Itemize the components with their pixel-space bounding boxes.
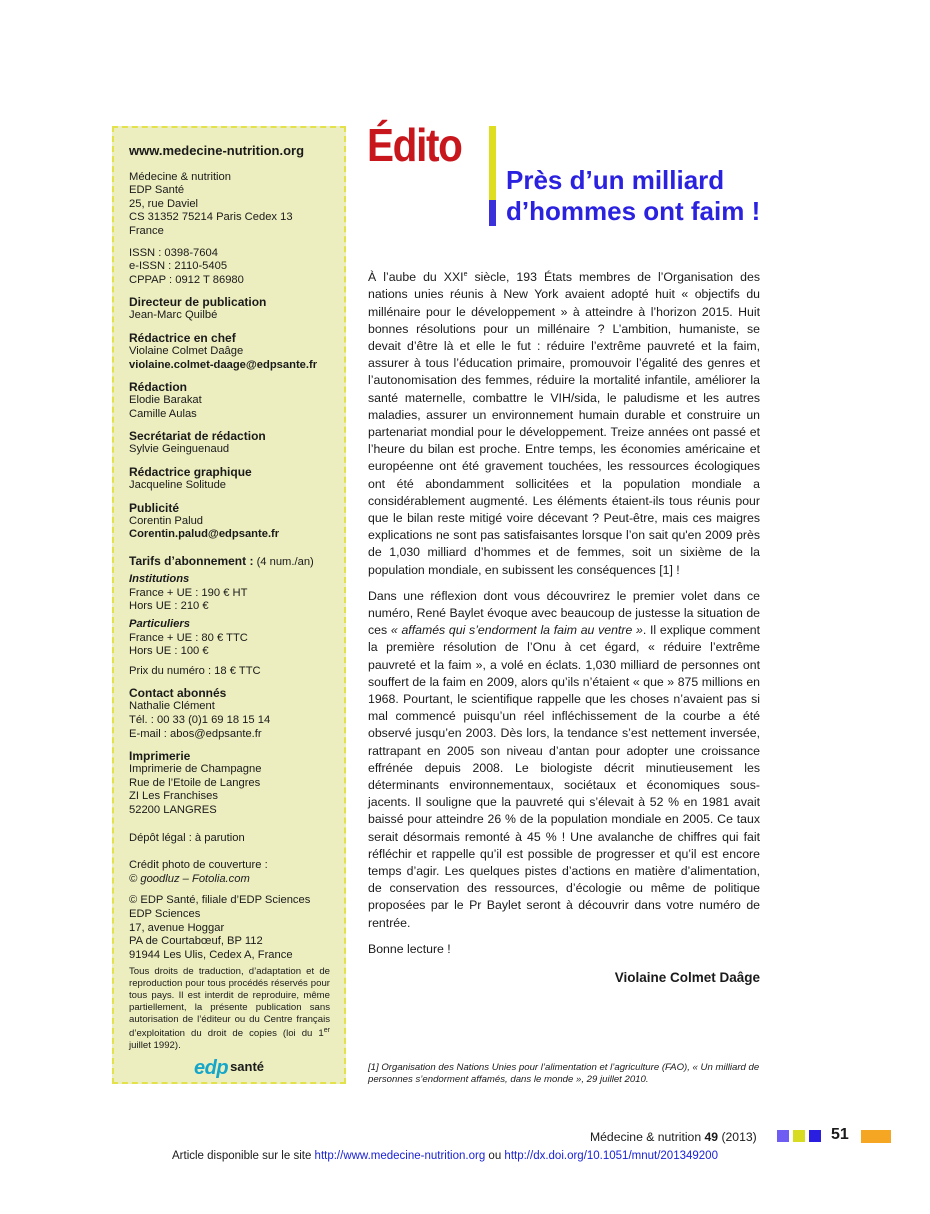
author-signature: Violaine Colmet Daâge <box>614 970 760 985</box>
accent-bar <box>489 126 496 226</box>
rates-block <box>129 554 330 679</box>
director-heading: Directeur de publication <box>129 295 267 310</box>
copyright-line: PA de Courtabœuf, BP 112 <box>129 935 263 948</box>
square-icon <box>793 1130 805 1142</box>
editorial-block <box>129 380 330 421</box>
journal-volume: 49 <box>704 1130 719 1144</box>
chief-editor-name: Violaine Colmet Daâge <box>129 344 244 357</box>
copyright-block <box>129 894 330 962</box>
site-url-link[interactable]: http://www.medecine-nutrition.org <box>314 1150 486 1162</box>
issn-line: ISSN : 0398-7604 <box>129 246 218 259</box>
copyright-line: 91944 Les Ulis, Cedex A, France <box>129 948 293 961</box>
chief-editor-block <box>129 331 330 372</box>
contact-line: Tél. : 00 33 (0)1 69 18 15 14 <box>129 714 271 727</box>
rates-note: (4 num./an) <box>256 555 314 568</box>
orange-tab <box>861 1130 891 1143</box>
publisher-line: Médecine & nutrition <box>129 170 231 183</box>
edp-sante-logo <box>194 1057 265 1080</box>
square-icon <box>809 1130 821 1142</box>
edito-title: Édito <box>367 119 462 171</box>
secretariat-name: Sylvie Geinguenaud <box>129 443 230 456</box>
contact-block <box>129 686 330 741</box>
contact-line: E-mail : abos@edpsante.fr <box>129 727 262 740</box>
institutions-heading: Institutions <box>129 573 190 586</box>
editorial-name: Camille Aulas <box>129 407 197 420</box>
rates-heading: Tarifs d’abonnement : <box>129 553 254 568</box>
article-headline <box>506 165 760 227</box>
headline-line: d’hommes ont faim ! <box>506 196 761 226</box>
ads-block <box>129 501 330 542</box>
chief-editor-heading: Rédactrice en chef <box>129 330 236 345</box>
secretariat-block <box>129 429 330 457</box>
availability-notice: Article disponible sur le site http://www.medecine-nutrition.org ou http://dx.doi.org/10.1051/mnut/201349200 <box>172 1150 718 1162</box>
paragraph: Bonne lecture ! <box>368 941 451 956</box>
publisher-line: CS 31352 75214 Paris Cedex 13 France <box>129 211 293 237</box>
institutions-line: France + UE : 190 € HT <box>129 586 248 599</box>
contact-line: Nathalie Clément <box>129 700 215 713</box>
paragraph: À l’aube du XXIe siècle, 193 États membres de l’Organisation des nations unies réunis à New York avaient adopté huit « objectifs du millénaire pour le développement » à atteindre à l’horizon 2015. Huit bonnes résolutions pour un millénaire ? L’ambition, humaniste, se devait d’être là et elle le fut : réduire l’extrême pauvreté et la faim, assurer à tous l’éducation primaire, promouvoir l’égalité des genres et l’autonomisation des femmes, réduire la mortalité infantile, améliorer la santé maternelle, combattre le VIH/sida, le paludisme et les autres maladies, assurer un environnement humain durable et construire un partenariat mondial pour le développement. Treize années ont passé et l’heure du bilan est proche. Entre temps, les économies américaine et européenne ont été gravement touchées, les ressources écologiques ont été abondamment sollicitées et la population mondiale a considérablement augmenté. Les éléments étaient-ils tous réunis pour que le bilan reste mitigé voire décevant ? Peut-être, mais ces maigres explications ne sont pas satisfaisantes lorsque l’on sait qu'en 2009 près de 1,030 milliard d’hommes et de femmes, soit un sixième de la population mondiale, en subissent les conséquences [1] ! <box>368 270 760 577</box>
printer-block <box>129 749 330 817</box>
institutions-line: Hors UE : 210 € <box>129 600 209 613</box>
color-squares <box>777 1130 821 1142</box>
journal-year: (2013) <box>721 1130 757 1144</box>
square-icon <box>777 1130 789 1142</box>
graphic-block <box>129 465 330 493</box>
copyright-line: 17, avenue Hoggar <box>129 921 225 934</box>
individuals-heading: Particuliers <box>129 618 190 631</box>
issn-line: CPPAP : 0912 T 86980 <box>129 273 244 286</box>
doi-link[interactable]: http://dx.doi.org/10.1051/mnut/201349200 <box>504 1150 718 1162</box>
director-name: Jean-Marc Quilbé <box>129 309 218 322</box>
journal-name: Médecine & nutrition <box>590 1130 702 1144</box>
individuals-line: France + UE : 80 € TTC <box>129 631 248 644</box>
copyright-line: EDP Sciences <box>129 907 201 920</box>
secretariat-heading: Secrétariat de rédaction <box>129 429 266 444</box>
ads-name: Corentin Palud <box>129 514 204 527</box>
edp-logo-mark: edp <box>194 1057 229 1080</box>
paragraph: Dans une réflexion dont vous découvrirez le premier volet dans ce numéro, René Baylet évoque avec beaucoup de justesse la situation de ces « affamés qui s’endorment la faim au ventre ». Il explique comment la première résolution de l’Onu à cet égard, « réduire l’extrême pauvreté et la faim », a volé en éclats. 1,030 milliard de personnes ont souffert de la faim en 2009, alors qu’ils n’étaient « que » 875 millions en 1968. Pourtant, le scientifique rappelle que les choses n’avaient pas si mal commencé puisqu’un réel infléchissement de la courbe a été observé jusqu’en 2003. Dès lors, la tendance s’est nettement inversée, rattrapant en 2005 son niveau d’antan pour adopter une croissance effrénée depuis 2008. Le biologiste décrit minutieusement les déterminants environnementaux, sociétaux et économiques sous-jacents. Il souligne que la pauvreté qui s’élevait à 52 % en 1981 avait baissé pour atteindre 26 % de la population mondiale en 2005. Ce taux serait désormais remonté à 45 % ! Une avalanche de chiffres qui fait réfléchir et rappelle qu’il est possible de progresser et qu’il est encore temps d’agir. Les quelques pistes d’actions en matière d’alimentation, de conservation des ressources, d’écologie ou même de politique proposées par le Pr Baylet seront à découvrir dans votre numéro de rentrée. <box>368 588 760 930</box>
photo-credit-block <box>129 859 330 886</box>
footnote: [1] Organisation des Nations Unies pour l’alimentation et l’agriculture (FAO), « Un milliard de personnes s’endorment affamés, dans le monde », 29 juillet 2010. <box>368 1062 760 1085</box>
masthead-sidebar <box>112 126 346 1084</box>
editorial-name: Elodie Barakat <box>129 394 202 407</box>
printer-line: ZI Les Franchises <box>129 790 218 803</box>
issn-block <box>129 247 330 288</box>
issn-line: e-ISSN : 2110-5405 <box>129 260 228 273</box>
publisher-line: 25, rue Daviel <box>129 197 199 210</box>
photo-credit-label: Crédit photo de couverture : <box>129 859 268 872</box>
page-number: 51 <box>831 1126 849 1143</box>
printer-line: Rue de l’Etoile de Langres <box>129 776 261 789</box>
publisher-line: EDP Santé <box>129 184 185 197</box>
printer-line: Imprimerie de Champagne <box>129 763 262 776</box>
printer-heading: Imprimerie <box>129 749 191 764</box>
legal-deposit: Dépôt légal : à parution <box>129 831 245 844</box>
individuals-line: Hors UE : 100 € <box>129 645 209 658</box>
ads-email[interactable]: Corentin.palud@edpsante.fr <box>129 528 280 541</box>
editorial-heading: Rédaction <box>129 380 188 395</box>
journal-citation <box>590 1130 757 1144</box>
director-block <box>129 295 330 323</box>
publisher-block <box>129 171 330 239</box>
printer-line: 52200 LANGRES <box>129 804 217 816</box>
edp-logo-text: santé <box>230 1059 265 1075</box>
chief-editor-email[interactable]: violaine.colmet-daage@edpsante.fr <box>129 358 318 371</box>
rights-notice: Tous droits de traduction, d’adaptation et de reproduction pour tous procédés réservés pour tous pays. Il est interdit de reproduire, même partiellement, la présente publication sans autorisation de l’éditeur ou du Centre français d’exploitation du droit de copies (loi du 1er juillet 1992). <box>129 966 330 1052</box>
copyright-line: © EDP Santé, filiale d’EDP Sciences <box>129 894 311 907</box>
issue-price: Prix du numéro : 18 € TTC <box>129 664 261 677</box>
site-link[interactable]: www.medecine-nutrition.org <box>129 143 305 158</box>
graphic-name: Jacqueline Solitude <box>129 478 227 491</box>
ads-heading: Publicité <box>129 500 180 515</box>
graphic-heading: Rédactrice graphique <box>129 464 252 479</box>
contact-heading: Contact abonnés <box>129 686 227 701</box>
headline-line: Près d’un milliard <box>506 165 725 195</box>
article-body <box>368 266 760 967</box>
photo-credit-value: © goodluz – Fotolia.com <box>129 872 250 885</box>
